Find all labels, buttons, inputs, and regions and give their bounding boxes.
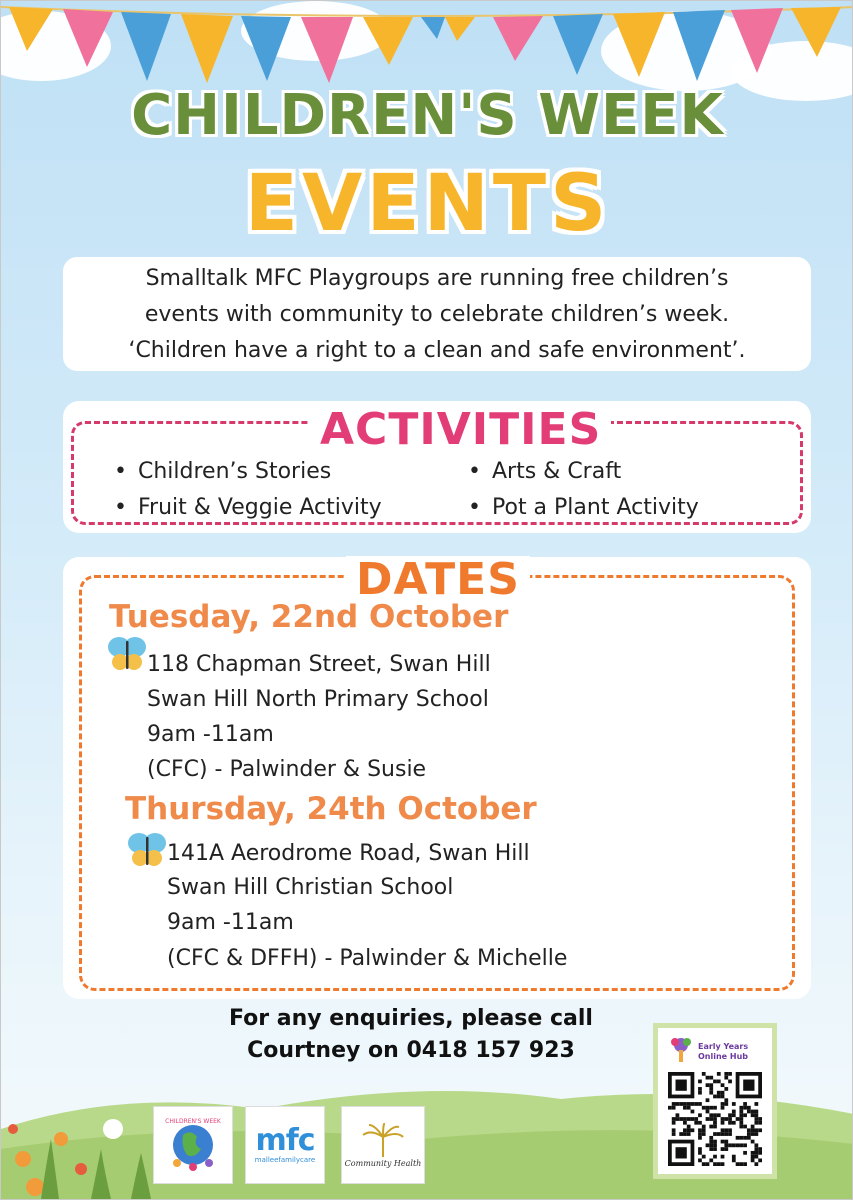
activity-item: • Pot a Plant Activity (464, 490, 699, 526)
hub-logo-icon (668, 1036, 694, 1064)
activities-title: ACTIVITIES (310, 406, 611, 454)
activity-item: • Children’s Stories (110, 454, 382, 490)
palm-leaf-icon (361, 1123, 405, 1159)
event-day-heading: Tuesday, 22nd October (109, 599, 509, 635)
event-address: 118 Chapman Street, Swan Hill (147, 652, 491, 677)
flag (421, 17, 445, 39)
event-day-heading: Thursday, 24th October (125, 791, 537, 827)
intro-box (63, 257, 811, 371)
activity-item: • Arts & Craft (464, 454, 699, 490)
title-events: EVENTS (244, 159, 611, 249)
qr-card[interactable] (653, 1023, 777, 1179)
intro-line: events with community to celebrate children’s week. (144, 302, 730, 327)
flag (791, 7, 841, 57)
flag (121, 12, 171, 81)
flag (9, 7, 53, 51)
qr-inner (658, 1028, 772, 1174)
enquiry-line: For any enquiries, please call (229, 1006, 593, 1031)
childrens-week-logo-text: CHILDREN'S WEEK (165, 1118, 221, 1125)
flag (613, 12, 665, 77)
dates-title: DATES (346, 556, 530, 604)
event-venue: Swan Hill Christian School (167, 875, 454, 900)
activities-list-right (464, 454, 699, 526)
intro-line: ‘Children have a right to a clean and safe environment’. (128, 338, 746, 363)
hub-label-line: Online Hub (698, 1052, 749, 1061)
flag (553, 14, 603, 75)
flag (493, 16, 543, 61)
flag (63, 9, 113, 67)
mfc-logo-subtext: malleefamilycare (254, 1156, 316, 1164)
activities-panel (63, 401, 811, 533)
title-childrens-week: CHILDREN'S WEEK (131, 83, 724, 148)
flag (673, 10, 725, 81)
event-time: 9am -11am (167, 910, 294, 935)
flag (363, 17, 413, 65)
event-contacts: (CFC & DFFH) - Palwinder & Michelle (167, 946, 568, 971)
hub-label (698, 1042, 748, 1062)
flag (301, 17, 353, 83)
event-address: 141A Aerodrome Road, Swan Hill (167, 841, 530, 866)
dates-panel (63, 554, 811, 999)
flag (445, 17, 475, 41)
event-venue: Swan Hill North Primary School (147, 687, 489, 712)
activity-item: • Fruit & Veggie Activity (110, 490, 382, 526)
hub-label-line: Early Years (698, 1042, 749, 1051)
community-health-text: Community Health (344, 1158, 422, 1168)
qr-code[interactable] (668, 1072, 762, 1166)
flag (181, 14, 233, 83)
community-health-logo (341, 1106, 425, 1184)
event-time: 9am -11am (147, 722, 274, 747)
event-contacts: (CFC) - Palwinder & Susie (147, 757, 427, 782)
butterfly-icon (107, 635, 147, 673)
flag (731, 8, 783, 73)
bunting-decoration (1, 1, 853, 91)
activities-list-left (110, 454, 382, 526)
mfc-logo-text: mfc (255, 1123, 315, 1158)
childrens-week-logo (153, 1106, 233, 1184)
mfc-logo (245, 1106, 325, 1184)
intro-line: Smalltalk MFC Playgroups are running free children’s (145, 266, 729, 291)
enquiry-line: Courtney on 0418 157 923 (247, 1038, 575, 1063)
activities-border (71, 404, 803, 525)
globe-icon (163, 1115, 223, 1175)
butterfly-icon (127, 831, 167, 869)
flag (241, 16, 291, 81)
